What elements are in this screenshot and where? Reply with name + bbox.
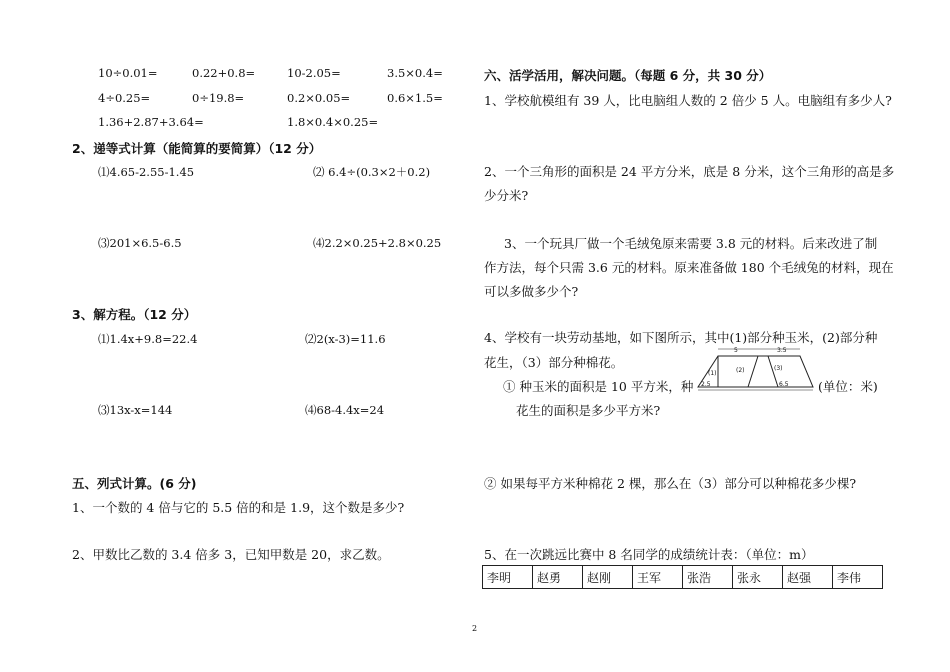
sec2-item-3: ⑶201×6.5-6.5 <box>98 236 182 250</box>
plot-figure <box>696 343 816 393</box>
sec3-item-4: ⑷68-4.4x=24 <box>305 403 385 417</box>
label-bottom-right-len: 6.5 <box>779 381 789 388</box>
oral-3-1: 1.36+2.87+3.64= <box>98 115 204 129</box>
table-cell: 赵刚 <box>583 566 633 589</box>
page-number: 2 <box>472 624 478 633</box>
oral-2-3: 0.2×0.05= <box>287 91 351 105</box>
sec6-q3-line2: 作方法，每个只需 3.6 元的材料。原来准备做 180 个毛绒兔的材料，现在 <box>484 260 894 275</box>
label-region-1: (1) <box>708 370 717 377</box>
label-region-3: (3) <box>774 365 783 372</box>
sec6-q4-line1: 4、学校有一块劳动基地，如下图所示，其中(1)部分种玉米，(2)部分种 <box>484 330 878 345</box>
sec5-q1: 1、一个数的 4 倍与它的 5.5 倍的和是 1.9，这个数是多少? <box>72 500 405 515</box>
sec6-q4-unit: (单位：米) <box>818 379 878 394</box>
label-bottom-left-len: 2.5 <box>701 381 711 388</box>
sec6-q3-line1: 3、一个玩具厂做一个毛绒兔原来需要 3.8 元的材料。后来改进了制 <box>504 236 878 251</box>
sec6-q4-line4: 花生的面积是多少平方米? <box>516 403 661 418</box>
oral-1-3: 10-2.05= <box>287 66 341 80</box>
sec5-q2: 2、甲数比乙数的 3.4 倍多 3，已知甲数是 20，求乙数。 <box>72 547 390 562</box>
table-row <box>483 566 883 589</box>
table-cell: 赵强 <box>783 566 833 589</box>
label-top-len: 5 <box>734 347 738 354</box>
oral-2-2: 0÷19.8= <box>192 91 245 105</box>
sec6-q3-line3: 可以多做多少个? <box>484 284 579 299</box>
section-5-title: 五、列式计算。(6 分) <box>72 476 197 491</box>
table-cell: 李明 <box>483 566 533 589</box>
sec6-q4-line3: ① 种玉米的面积是 10 平方米，种 <box>503 379 694 394</box>
table-cell: 王军 <box>633 566 683 589</box>
table-cell: 赵勇 <box>533 566 583 589</box>
section-3-title: 3、解方程。（12 分） <box>72 307 197 322</box>
oral-2-1: 4÷0.25= <box>98 91 151 105</box>
label-top-right-len: 3.5 <box>777 347 787 354</box>
sec2-item-1: ⑴4.65-2.55-1.45 <box>98 165 195 179</box>
names-table <box>482 565 883 589</box>
table-cell: 张浩 <box>683 566 733 589</box>
sec6-q2-line1: 2、一个三角形的面积是 24 平方分米，底是 8 分米，这个三角形的高是多 <box>484 164 895 179</box>
divider-2 <box>748 356 758 387</box>
oral-1-2: 0.22+0.8= <box>192 66 256 80</box>
table-cell: 李伟 <box>833 566 883 589</box>
oral-3-2: 1.8×0.4×0.25= <box>287 115 379 129</box>
sec2-item-2: ⑵ 6.4÷(0.3×2＋0.2) <box>313 165 431 179</box>
table-cell: 张永 <box>733 566 783 589</box>
section-2-title: 2、递等式计算（能简算的要简算）（12 分） <box>72 141 322 156</box>
oral-1-4: 3.5×0.4= <box>387 66 443 80</box>
sec6-q5: 5、在一次跳远比赛中 8 名同学的成绩统计表：（单位：m） <box>484 547 814 562</box>
sec6-q1: 1、学校航模组有 39 人，比电脑组人数的 2 倍少 5 人。电脑组有多少人? <box>484 93 892 108</box>
sec3-item-3: ⑶13x-x=144 <box>98 403 173 417</box>
sec6-q4-line2: 花生，（3）部分种棉花。 <box>484 355 624 370</box>
sec3-item-1: ⑴1.4x+9.8=22.4 <box>98 332 198 346</box>
section-6-title: 六、活学活用，解决问题。（每题 6 分，共 30 分） <box>484 68 772 83</box>
sec6-q2-line2: 少分米? <box>484 188 529 203</box>
sec6-q4-sub2: ② 如果每平方米种棉花 2 棵，那么在（3）部分可以种棉花多少棵? <box>484 476 857 491</box>
sec2-item-4: ⑷2.2×0.25+2.8×0.25 <box>313 236 442 250</box>
oral-1-1: 10÷0.01= <box>98 66 158 80</box>
sec3-item-2: ⑵2(x-3)=11.6 <box>305 332 386 346</box>
oral-2-4: 0.6×1.5= <box>387 91 443 105</box>
label-region-2: (2) <box>736 367 745 374</box>
